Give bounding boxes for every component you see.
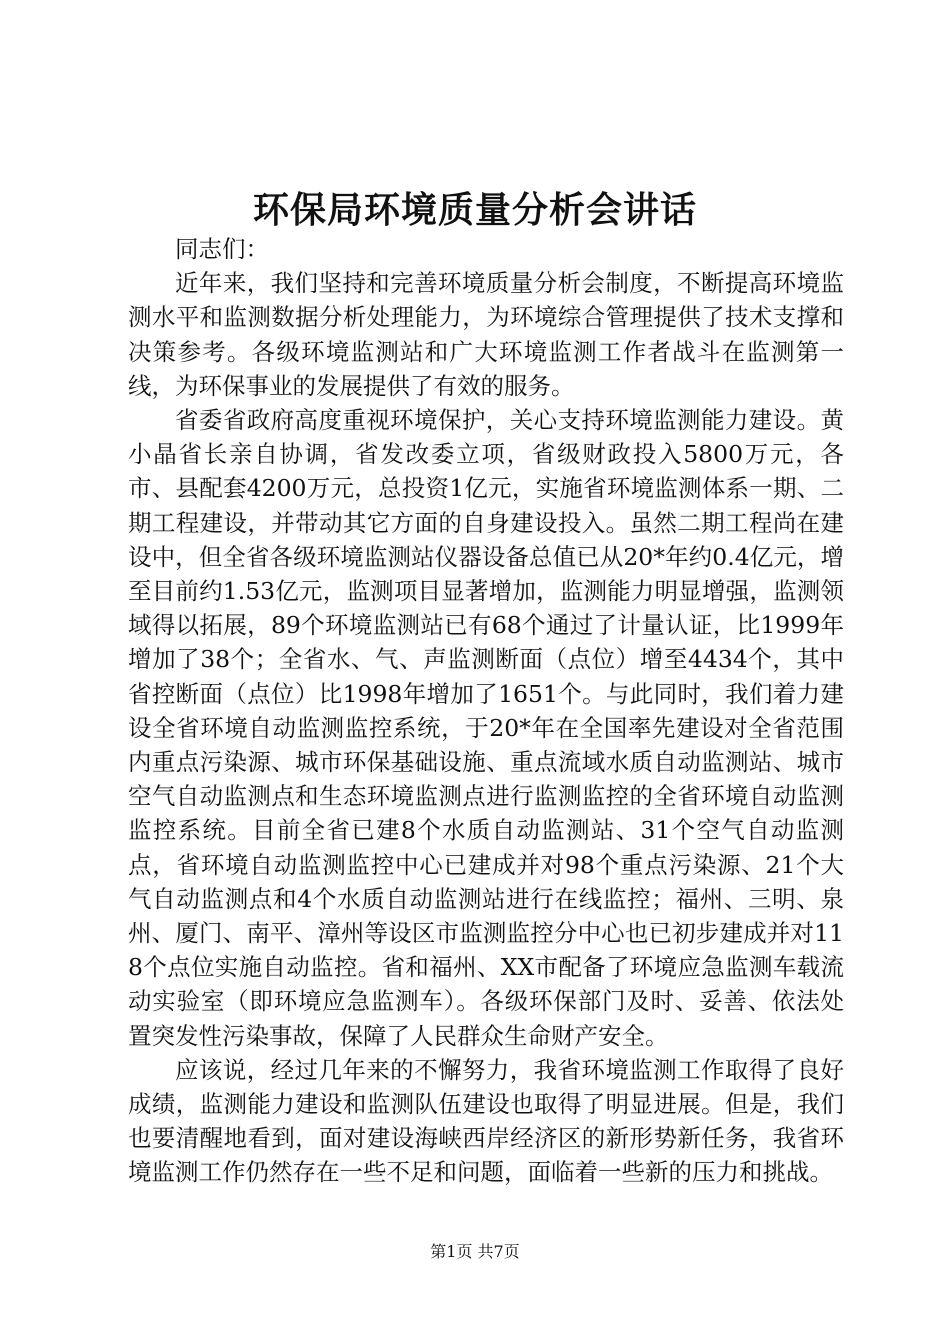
page-footer: 第1页 共7页 — [430, 1242, 520, 1261]
salutation: 同志们： — [175, 235, 269, 263]
paragraph-1: 近年来，我们坚持和完善环境质量分析会制度，不断提高环境监测水平和监测数据分析处理能力，为环境综合管理提供了技术支撑和决策参考。各级环境监测站和广大环境监测工作者战斗在监测第一线，为环保事业的发展提供了有效的服务。 — [128, 269, 844, 400]
document-title: 环保局环境质量分析会讲话 — [252, 189, 697, 231]
paragraph-3: 应该说，经过几年来的不懈努力，我省环境监测工作取得了良好成绩，监测能力建设和监测队伍建设也取得了明显进展。但是，我们也要清醒地看到，面对建设海峡西岸经济区的新形势新任务，我省环境监测工作仍然存在一些不足和问题，面临着一些新的压力和挑战。 — [128, 1055, 844, 1187]
paragraph-2: 省委省政府高度重视环境保护，关心支持环境监测能力建设。黄小晶省长亲自协调，省发改委立项，省级财政投入5800万元，各市、县配套4200万元，总投资1亿元，实施省环境监测体系一期、二期工程建设，并带动其它方面的自身建设投入。虽然二期工程尚在建设中，但全省各级环境监测站仪器设备总值已从20*年约0.4亿元，增至目前约1.53亿元，监测项目显著增加，监测能力明显增强，监测领域得以拓展，89个环境监测站已有68个通过了计量认证，比1999年增加了38个；全省水、气、声监测断面（点位）增至4434个，其中省控断面（点位）比1998年增加了1651个。与此同时，我们着力建设全省环境自动监测监控系统，于20*年在全国率先建设对全省范围内重点污染源、城市环保基础设施、重点流域水质自动监测站、城市空气自动监测点和生态环境监测点进行监测监控的全省环境自动监测监控系统。目前全省已建8个水质自动监测站、31个空气自动监测点，省环境自动监测监控中心已建成并对98个重点污染源、21个大气自动监测点和4个水质自动监测站进行在线监控；福州、三明、泉州、厦门、南平、漳州等设区市监测监控分中心也已初步建成并对118个点位实施自动监控。省和福州、XX市配备了环境应急监测车载流动实验室（即环境应急监测车）。各级环保部门及时、妥善、依法处置突发性污染事故，保障了人民群众生命财产安全。 — [128, 406, 844, 1050]
document-body — [128, 232, 844, 1190]
